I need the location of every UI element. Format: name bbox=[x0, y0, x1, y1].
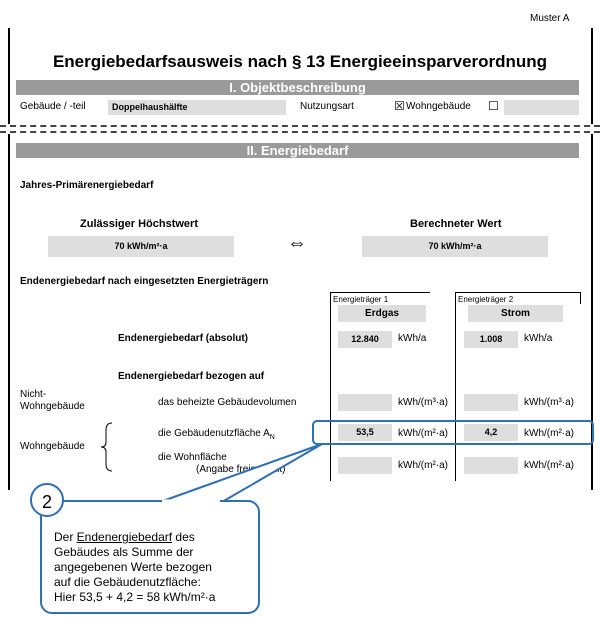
callout-text bbox=[54, 530, 274, 605]
wohnflaeche-label: die Wohnfläche bbox=[158, 452, 227, 463]
volumen-unit-1: kWh/(m³·a) bbox=[398, 397, 448, 408]
absolut-label: Endenergiebedarf (absolut) bbox=[118, 333, 249, 344]
wohngebaeude-option-label: Wohngebäude bbox=[406, 101, 471, 112]
berechnet-label: Berechneter Wert bbox=[410, 218, 502, 230]
zulaessig-label: Zulässiger Höchstwert bbox=[80, 218, 198, 230]
section-energiebedarf-heading: II. Energiebedarf bbox=[16, 143, 579, 158]
wohnflaeche-unit-2: kWh/(m²·a) bbox=[524, 460, 574, 471]
berechnet-field[interactable]: 70 kWh/m²·a bbox=[362, 236, 548, 257]
bezogen-label: Endenergiebedarf bezogen auf bbox=[118, 371, 265, 382]
page-title: Energiebedarfsausweis nach § 13 Energieeinsparverordnung bbox=[52, 52, 548, 71]
callout-line1-suffix: des bbox=[172, 530, 195, 544]
nutzflaeche-value-2[interactable]: 4,2 bbox=[464, 424, 518, 441]
nicht-wohn-line1: Nicht- bbox=[20, 389, 47, 400]
volumen-unit-2: kWh/(m³·a) bbox=[524, 397, 574, 408]
traeger2-field[interactable]: Strom bbox=[468, 305, 563, 322]
gebaeude-label: Gebäude / -teil bbox=[20, 101, 86, 112]
nutzungsart-label: Nutzungsart bbox=[300, 101, 354, 112]
wohnflaeche-note: (Angabe freigestellt) bbox=[196, 464, 286, 475]
wohngebaeude-label: Wohngebäude bbox=[20, 441, 85, 452]
nutzflaeche-sub: N bbox=[269, 434, 275, 441]
section-objektbeschreibung-heading: I. Objektbeschreibung bbox=[16, 80, 579, 95]
zulaessig-field[interactable]: 70 kWh/m²·a bbox=[48, 236, 234, 257]
other-checkbox[interactable]: ☐ bbox=[488, 99, 499, 113]
form-id: Muster A bbox=[530, 13, 570, 24]
nicht-wohn-line2: Wohngebäude bbox=[20, 401, 85, 412]
absolut-unit-2: kWh/a bbox=[524, 333, 553, 344]
traeger1-label: Energieträger 1 bbox=[333, 295, 389, 304]
wohnflaeche-unit-1: kWh/(m²·a) bbox=[398, 460, 448, 471]
nutzflaeche-unit-1: kWh/(m²·a) bbox=[398, 428, 448, 439]
callout-number-badge: 2 bbox=[30, 483, 64, 517]
absolut-unit-1: kWh/a bbox=[398, 333, 427, 344]
double-arrow-icon: ⇔ bbox=[287, 232, 307, 254]
callout-line4: auf die Gebäudenutzfläche: bbox=[54, 575, 201, 589]
callout-line1-prefix: Der bbox=[54, 530, 77, 544]
callout-line1-underlined: Endenergiebedarf bbox=[76, 530, 173, 544]
primaer-title: Jahres-Primärenergiebedarf bbox=[20, 180, 154, 191]
endenergie-title: Endenergiebedarf nach eingesetzten Energieträgern bbox=[20, 276, 269, 287]
volumen-label: das beheizte Gebäudevolumen bbox=[158, 397, 297, 408]
traeger1-field[interactable]: Erdgas bbox=[338, 305, 426, 322]
callout-line5: Hier 53,5 + 4,2 = 58 kWh/m²·a bbox=[54, 590, 216, 604]
callout-line2: Gebäudes als Summe der bbox=[54, 545, 194, 559]
absolut-value-2[interactable]: 1.008 bbox=[464, 331, 518, 348]
nutzflaeche-text: die Gebäudenutzfläche A bbox=[158, 428, 270, 439]
nutzflaeche-value-1[interactable]: 53,5 bbox=[338, 424, 392, 441]
callout-line1 bbox=[54, 530, 274, 545]
traeger2-label: Energieträger 2 bbox=[458, 295, 514, 304]
gebaeude-field[interactable]: Doppelhaushälfte bbox=[108, 100, 286, 115]
absolut-value-1[interactable]: 12.840 bbox=[338, 331, 392, 348]
nutzflaeche-unit-2: kWh/(m²·a) bbox=[524, 428, 574, 439]
callout-line3: angegebenen Werte bezogen bbox=[54, 560, 212, 574]
wohngebaeude-checkbox[interactable]: ☒ bbox=[394, 99, 405, 113]
